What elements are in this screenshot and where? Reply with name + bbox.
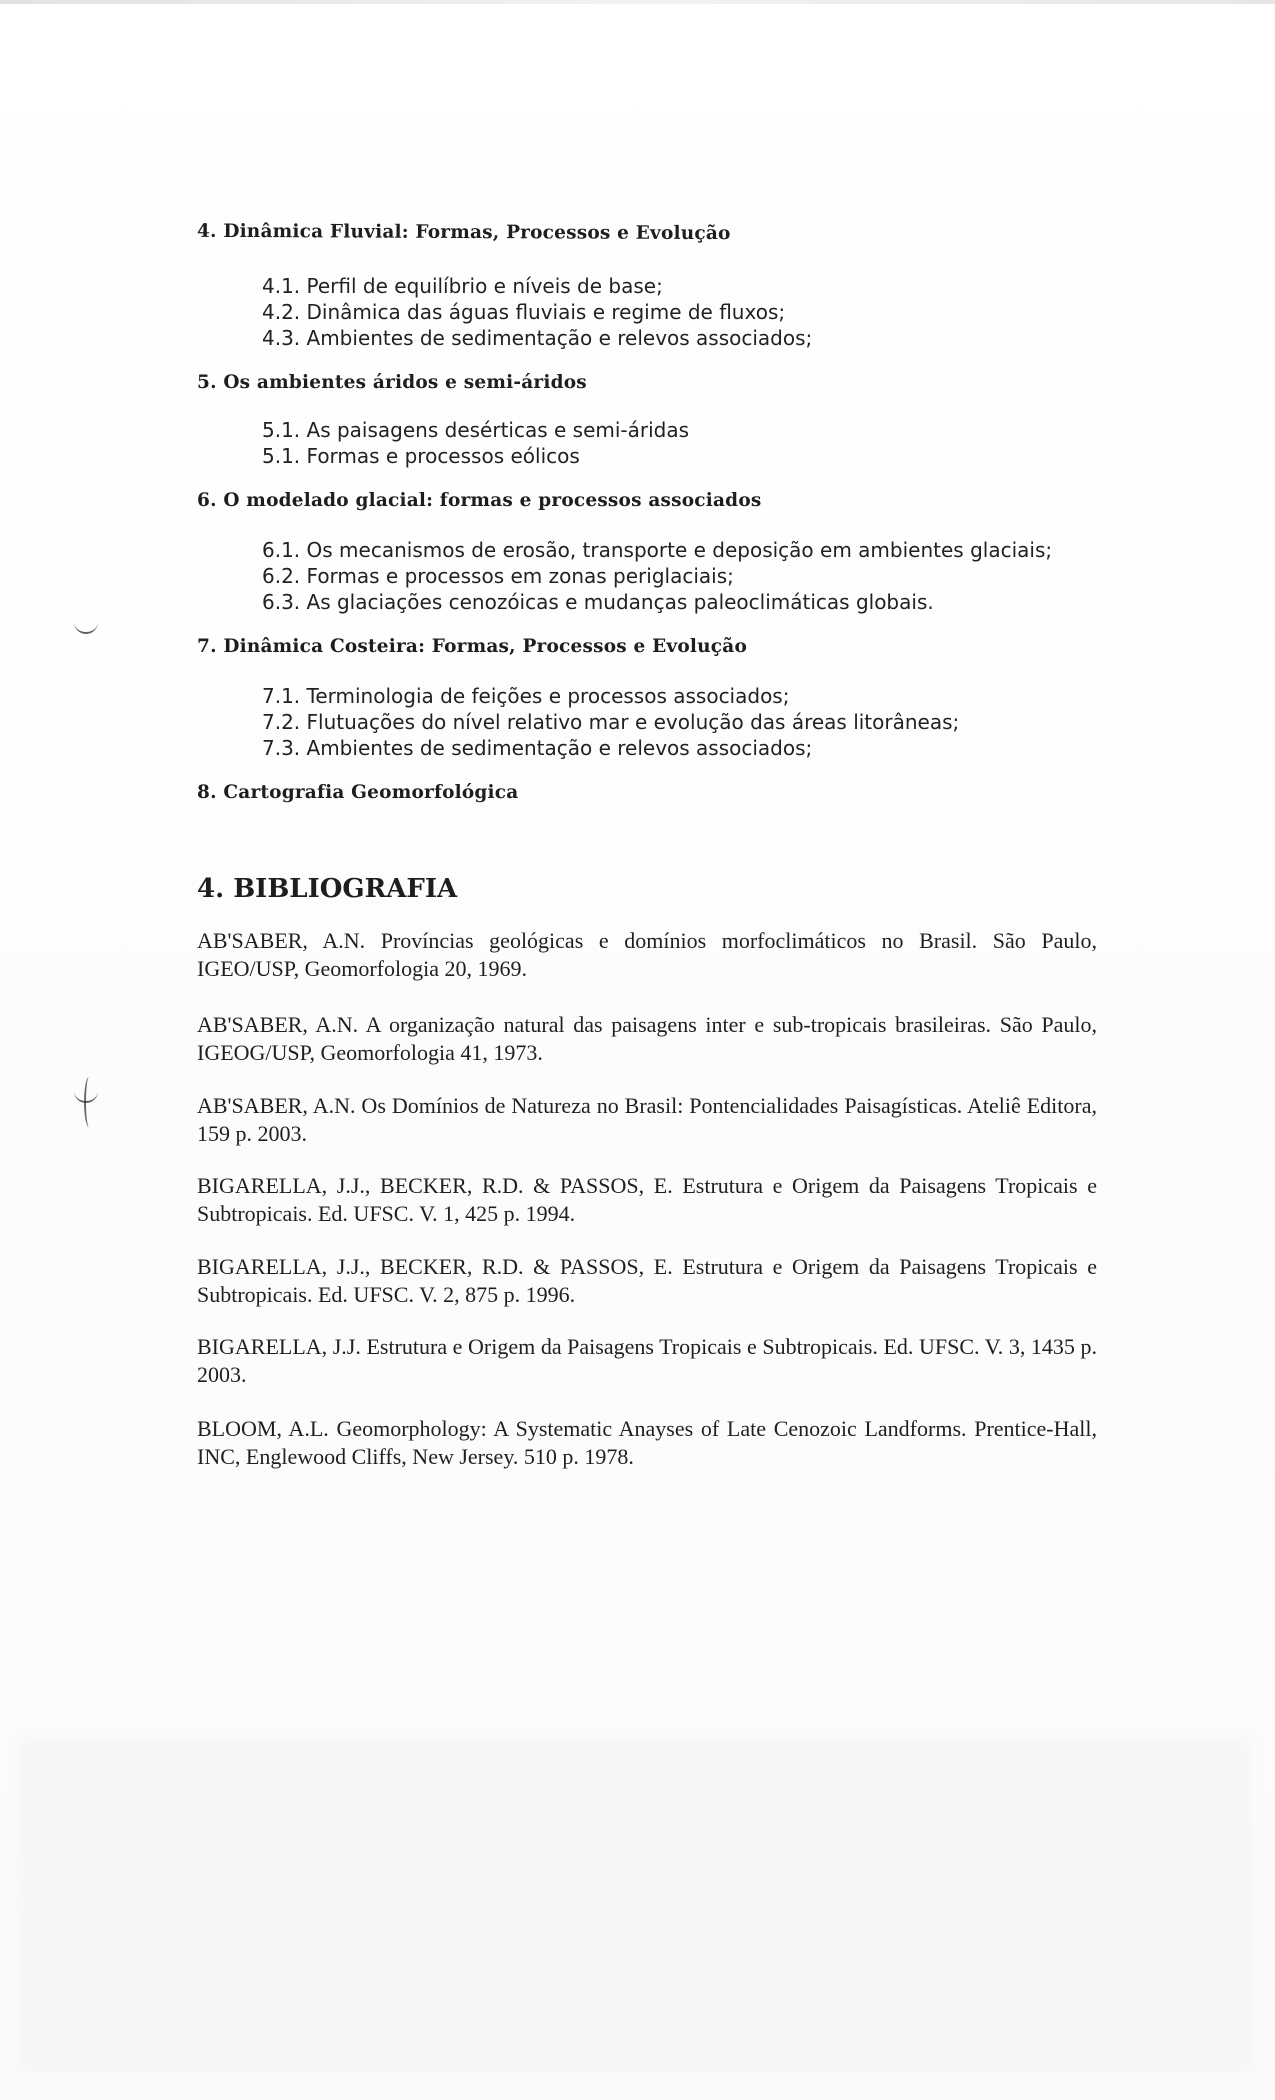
list-item: 7.1. Terminologia de feições e processos associados; <box>262 684 790 708</box>
section-heading-4: 4. Dinâmica Fluvial: Formas, Processos e Evolução <box>196 220 731 245</box>
list-item: 5.1. Formas e processos eólicos <box>262 444 580 468</box>
bibliography-entry: AB'SABER, A.N. Os Domínios de Natureza no Brasil: Pontencialidades Paisagísticas. Ateliê Editora, 159 p. 2003. <box>197 1093 1097 1146</box>
punch-hole-mark <box>74 1087 98 1103</box>
list-item: 7.2. Flutuações do nível relativo mar e evolução das áreas litorâneas; <box>262 710 960 734</box>
bibliography-entry: AB'SABER, A.N. A organização natural das paisagens inter e sub-tropicais brasileiras. São Paulo, IGEOG/USP, Geomorfologia 41, 1973. <box>197 1012 1097 1065</box>
section-heading-6: 6. O modelado glacial: formas e processos associados <box>197 490 762 511</box>
section-heading-7: 7. Dinâmica Costeira: Formas, Processos e Evolução <box>197 636 747 657</box>
bibliography-entry: BIGARELLA, J.J., BECKER, R.D. & PASSOS, E. Estrutura e Origem da Paisagens Tropicais e Subtropicais. Ed. UFSC. V. 2, 875 p. 1996. <box>197 1254 1097 1307</box>
list-item: 4.3. Ambientes de sedimentação e relevos associados; <box>262 326 813 350</box>
bibliography-entry: AB'SABER, A.N. Províncias geológicas e domínios morfoclimáticos no Brasil. São Paulo, IGEO/USP, Geomorfologia 20, 1969. <box>197 928 1097 981</box>
bibliography-entry: BLOOM, A.L. Geomorphology: A Systematic Anayses of Late Cenozoic Landforms. Prentice-Hall, INC, Englewood Cliffs, New Jersey. 510 p. 1978. <box>197 1416 1097 1469</box>
list-item: 6.2. Formas e processos em zonas periglaciais; <box>262 564 734 588</box>
list-item: 4.1. Perfil de equilíbrio e níveis de base; <box>262 274 663 298</box>
scan-top-edge <box>0 0 1275 4</box>
bibliography-title: 4. BIBLIOGRAFIA <box>197 874 458 904</box>
punch-hole-mark <box>74 618 98 634</box>
section-heading-8: 8. Cartografia Geomorfológica <box>197 782 519 803</box>
bibliography-entry: BIGARELLA, J.J. Estrutura e Origem da Paisagens Tropicais e Subtropicais. Ed. UFSC. V. 3, 1435 p. 2003. <box>197 1334 1097 1387</box>
section-heading-5: 5. Os ambientes áridos e semi-áridos <box>197 372 587 393</box>
bibliography-entry: BIGARELLA, J.J., BECKER, R.D. & PASSOS, E. Estrutura e Origem da Paisagens Tropicais e Subtropicais. Ed. UFSC. V. 1, 425 p. 1994. <box>197 1173 1097 1226</box>
list-item: 5.1. As paisagens desérticas e semi-áridas <box>262 418 690 442</box>
list-item: 6.3. As glaciações cenozóicas e mudanças paleoclimáticas globais. <box>262 590 934 614</box>
list-item: 4.2. Dinâmica das águas fluviais e regime de fluxos; <box>262 300 786 324</box>
list-item: 7.3. Ambientes de sedimentação e relevos associados; <box>262 736 813 760</box>
scan-shade <box>20 1740 1250 2070</box>
list-item: 6.1. Os mecanismos de erosão, transporte e deposição em ambientes glaciais; <box>262 538 1053 562</box>
